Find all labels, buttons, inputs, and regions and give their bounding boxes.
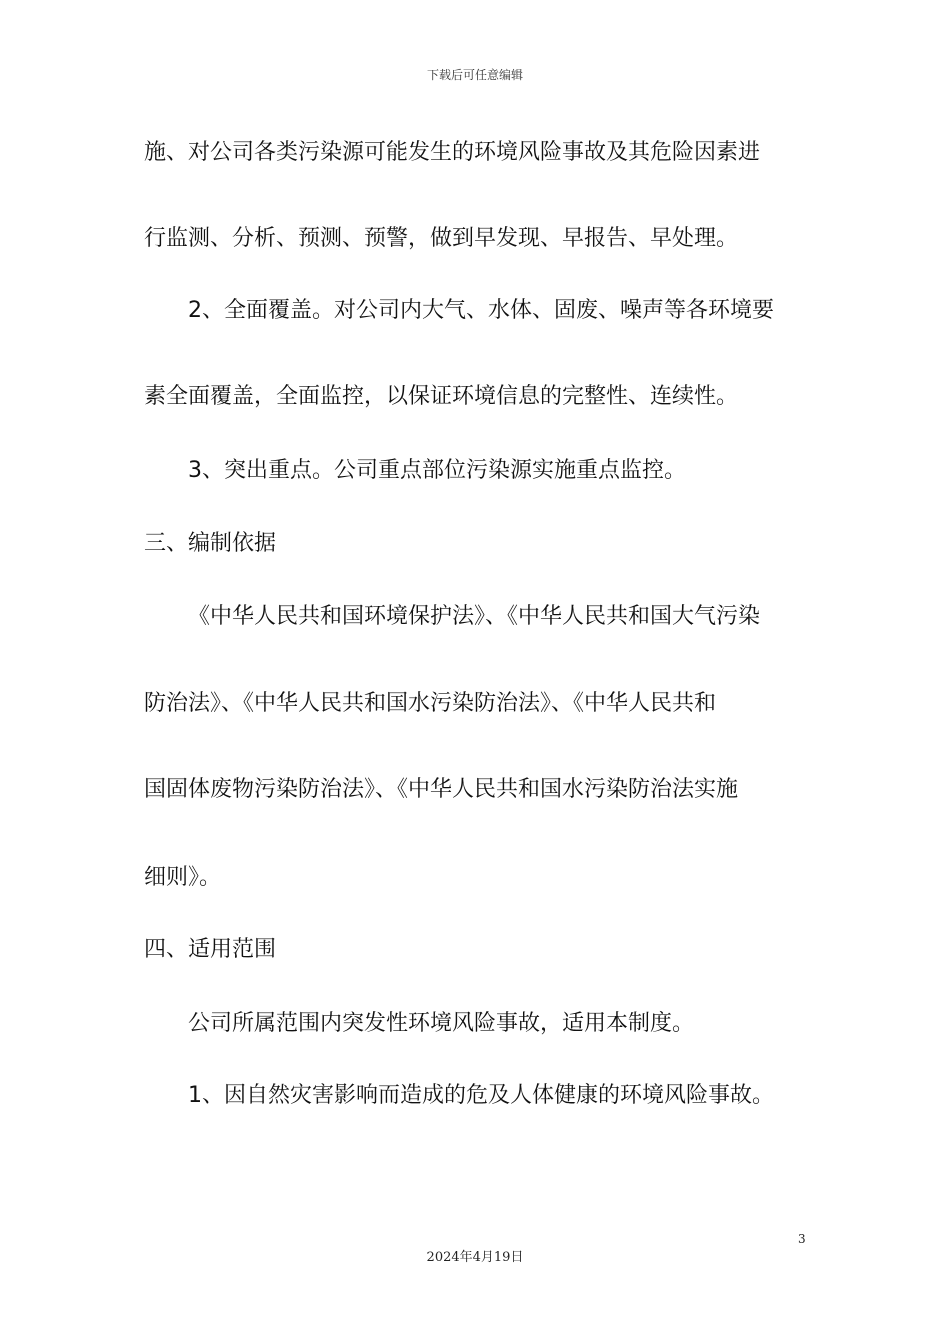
body-line-continuation: 素全面覆盖，全面监控，以保证环境信息的完整性、连续性。 bbox=[144, 384, 739, 409]
page-header: 下载后可任意编辑 bbox=[426, 68, 523, 82]
body-line-continuation: 施、对公司各类污染源可能发生的环境风险事故及其危险因素进 bbox=[144, 140, 761, 165]
body-line-continuation: 国固体废物污染防治法》、《中华人民共和国水污染防治法实施 bbox=[144, 777, 739, 802]
body-item-natural-disaster: 1、因自然灾害影响而造成的危及人体健康的环境风险事故。 bbox=[188, 1083, 774, 1108]
section-heading-basis: 三、编制依据 bbox=[144, 531, 277, 556]
page-number: 3 bbox=[798, 1232, 806, 1246]
body-item-key-points: 3、突出重点。公司重点部位污染源实施重点监控。 bbox=[188, 458, 686, 483]
body-paragraph-laws: 《中华人民共和国环境保护法》、《中华人民共和国大气污染 bbox=[188, 604, 761, 629]
body-line-continuation: 细则》。 bbox=[144, 865, 222, 890]
body-line-continuation: 行监测、分析、预测、预警，做到早发现、早报告、早处理。 bbox=[144, 226, 739, 251]
body-paragraph-scope: 公司所属范围内突发性环境风险事故，适用本制度。 bbox=[188, 1011, 695, 1036]
section-heading-scope: 四、适用范围 bbox=[144, 937, 277, 962]
body-item-comprehensive-coverage: 2、全面覆盖。对公司内大气、水体、固废、噪声等各环境要 bbox=[188, 298, 774, 323]
footer-date: 2024年4月19日 bbox=[426, 1250, 524, 1265]
body-line-continuation: 防治法》、《中华人民共和国水污染防治法》、《中华人民共和 bbox=[144, 691, 717, 716]
